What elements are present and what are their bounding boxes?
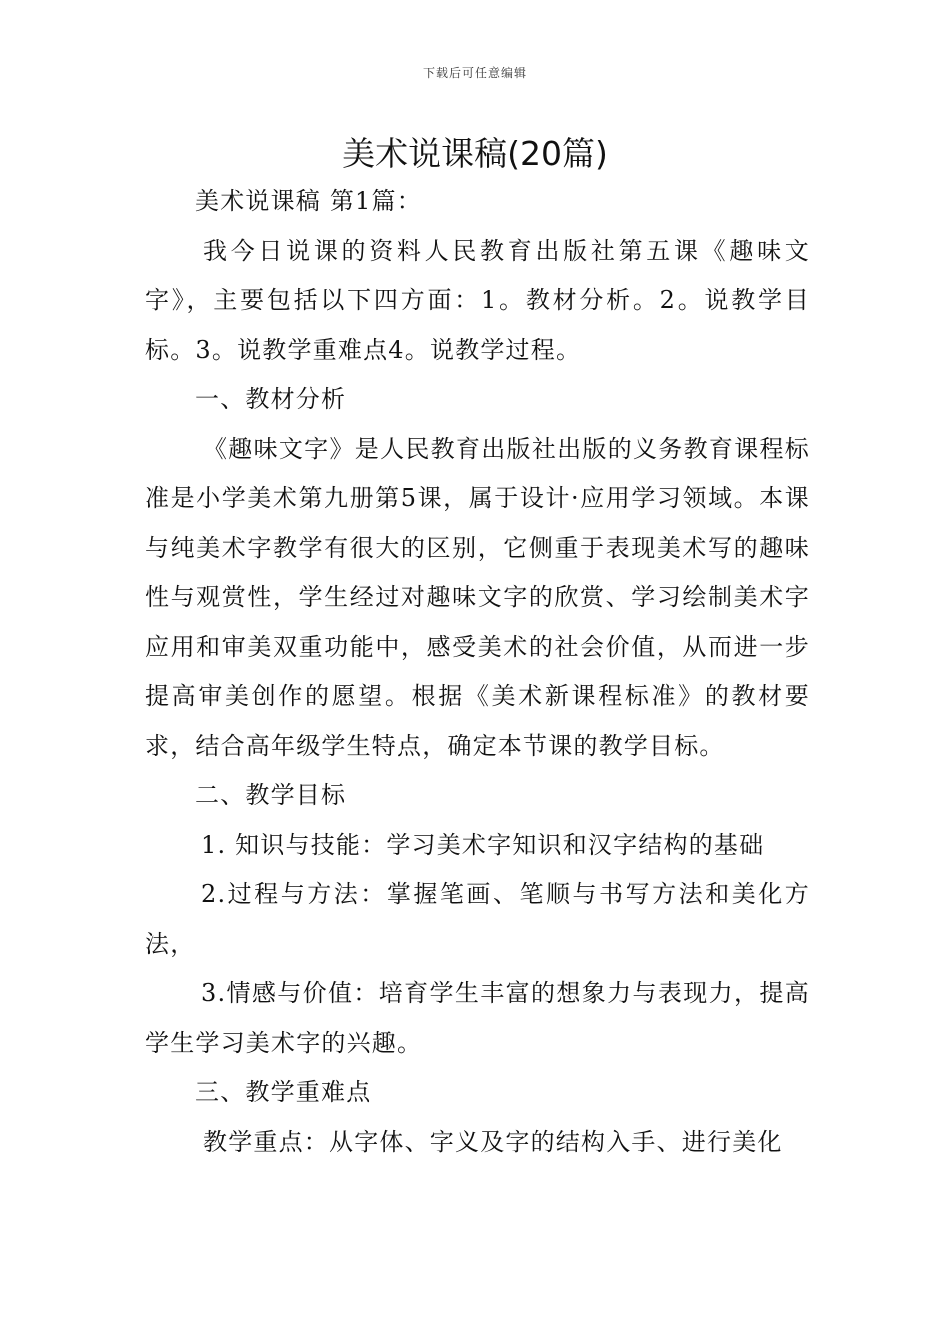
- goal-item-process: 2.过程与方法：掌握笔画、笔顺与书写方法和美化方法，: [145, 880, 810, 958]
- goal-item-emotion: 3.情感与价值：培育学生丰富的想象力与表现力，提高学生学习美术字的兴趣。: [145, 979, 810, 1057]
- document-body: [145, 177, 810, 1167]
- paragraph-textbook-analysis: 《趣味文字》是人民教育出版社出版的义务教育课程标准是小学美术第九册第5课，属于设计·应用学习领域。本课与纯美术字教学有很大的区别，它侧重于表现美术写的趣味性与观赏性，学生经过对趣味文字的欣赏、学习绘制美术字应用和审美双重功能中，感受美术的社会价值，从而进一步提高审美创作的愿望。根据《美术新课程标准》的教材要求，结合高年级学生特点，确定本节课的教学目标。: [145, 434, 810, 760]
- section-heading-textbook-analysis: 一、教材分析: [195, 385, 347, 413]
- paragraph-intro: 我今日说课的资料人民教育出版社第五课《趣味文字》，主要包括以下四方面：1。教材分析。2。说教学目标。3。说教学重难点4。说教学过程。: [145, 236, 810, 364]
- section-heading-teaching-goals: 二、教学目标: [195, 781, 347, 809]
- page-header-note: 下载后可任意编辑: [422, 66, 527, 80]
- goal-item-knowledge: 1. 知识与技能：学习美术字知识和汉字结构的基础: [201, 830, 765, 859]
- paragraph-key-points: 教学重点：从字体、字义及字的结构入手、进行美化: [203, 1127, 783, 1156]
- document-title: 美术说课稿(20篇): [342, 134, 608, 173]
- section-heading-key-points: 三、教学重难点: [195, 1078, 372, 1106]
- section-heading-part1: 美术说课稿 第1篇：: [195, 187, 422, 215]
